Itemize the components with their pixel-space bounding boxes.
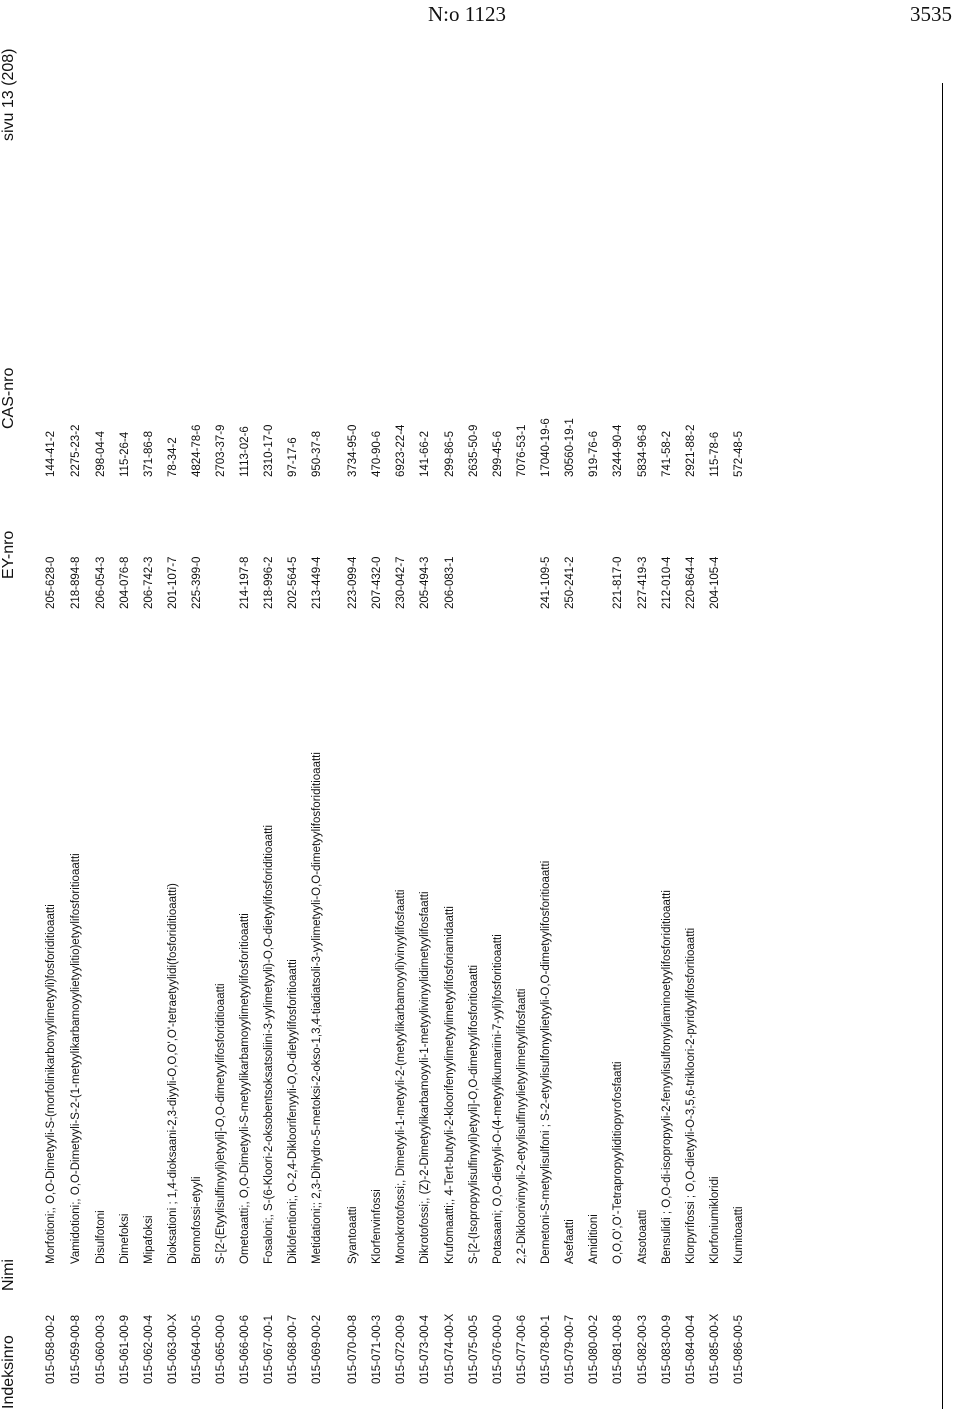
row-cas-number: 741-58-2 (661, 430, 673, 477)
row-name: Bromofossi-etyyli (191, 1176, 203, 1264)
row-cas-number: 30560-19-1 (564, 418, 576, 477)
row-name: Dimefoksi (119, 1213, 131, 1264)
row-cas-number: 97-17-6 (287, 437, 299, 477)
row-index: 015-082-00-3 (637, 1314, 649, 1384)
row-name: Fosaloni;, S-(6-Kloori-2-oksobentsoksatsoliini-3-yylimetyyli)-O,O-dietyylifosforiditioaatti (263, 824, 275, 1264)
row-cas-number: 2921-88-2 (685, 424, 697, 477)
row-index: 015-063-00-X (167, 1313, 179, 1384)
row-cas-number: 2275-23-2 (70, 424, 82, 477)
row-index: 015-061-00-9 (119, 1314, 131, 1384)
row-cas-number: 470-90-6 (371, 430, 383, 477)
row-ec-number: 207-432-0 (371, 556, 383, 609)
row-name: Atsotoaatti (637, 1209, 649, 1264)
row-name: Kumitoaatti (733, 1206, 745, 1264)
row-cas-number: 115-78-6 (709, 431, 721, 477)
row-ec-number: 230-042-7 (395, 556, 407, 609)
row-index: 015-067-00-1 (263, 1314, 275, 1384)
row-cas-number: 6923-22-4 (395, 424, 407, 477)
row-cas-number: 371-86-8 (143, 430, 155, 477)
row-index: 015-081-00-8 (612, 1314, 624, 1384)
row-index: 015-084-00-4 (685, 1314, 697, 1384)
row-index: 015-079-00-7 (564, 1314, 576, 1384)
row-index: 015-064-00-5 (191, 1314, 203, 1384)
row-name: 2,2-Dikloorivinyyli-2-etyylisulfinyylietyylimetyylifosfaatti (516, 988, 528, 1264)
row-name: O,O,O',O'-Tetrapropyyliditiopyrofosfaatti (612, 1061, 624, 1264)
row-ec-number: 202-564-5 (287, 556, 299, 609)
row-cas-number: 4824-78-6 (191, 424, 203, 477)
row-cas-number: 144-41-2 (45, 430, 57, 477)
row-name: Diklofentioni;, O-2,4-Dikloorifenyyli-O,O-dietyylifosforitioaatti (287, 959, 299, 1264)
row-cas-number: 3244-90-4 (612, 424, 624, 477)
row-ec-number: 212-010-4 (661, 556, 673, 609)
row-name: Dioksationi ; 1,4-dioksaani-2,3-diyyli-O,O,O',O'-tetraetyylidi(fosforiditioaatti) (167, 883, 179, 1264)
page-number: 3535 (910, 2, 952, 26)
row-ec-number: 204-076-8 (119, 556, 131, 609)
row-ec-number: 206-054-3 (95, 556, 107, 609)
row-cas-number: 2703-37-9 (215, 424, 227, 477)
row-name: Klorpyrifossi ; O,O-dietyyli-O-3,5,6-trikloori-2-pyridyylifosforitioaatti (685, 927, 697, 1264)
row-name: Klorfenvinfossi (371, 1189, 383, 1264)
row-index: 015-080-00-2 (588, 1314, 600, 1384)
row-name: S-[2-(Etyylisulfinyyli)etyyli]-O,O-dimetyylifosforiditioaatti (215, 983, 227, 1264)
row-ec-number: 205-494-3 (419, 556, 431, 609)
row-name: Morfotioni;, O,O-Dimetyyli-S-(morfolinikarbonyylimetyyli)fosforiditioaatti (45, 904, 57, 1264)
col-header-ec: EY-nro (0, 530, 17, 579)
row-index: 015-077-00-6 (516, 1314, 528, 1384)
row-ec-number: 221-817-0 (612, 556, 624, 609)
row-index: 015-075-00-5 (468, 1314, 480, 1384)
row-index: 015-060-00-3 (95, 1314, 107, 1384)
row-cas-number: 7076-53-1 (516, 424, 528, 477)
row-index: 015-071-00-3 (371, 1314, 383, 1384)
row-index: 015-073-00-4 (419, 1314, 431, 1384)
page-reference: sivu 13 (208) (0, 48, 17, 141)
row-name: Demetoni-S-metyylisulfoni ; S-2-etyylisulfonyylietyyli-O,O-dimetyylifosforitioaatti (540, 860, 552, 1264)
row-cas-number: 572-48-5 (733, 430, 745, 477)
row-ec-number: 205-628-0 (45, 556, 57, 609)
row-cas-number: 919-76-6 (588, 430, 600, 477)
row-name: Monokrotofossi;, Dimetyyli-1-metyyli-2-(metyylikarbamoyyli)vinyylifosfaatti (395, 889, 407, 1264)
row-cas-number: 950-37-8 (311, 430, 323, 477)
row-cas-number: 299-86-5 (444, 430, 456, 477)
issue-number: N:o 1123 (428, 2, 506, 26)
row-cas-number: 299-45-6 (492, 430, 504, 477)
row-cas-number: 17040-19-6 (540, 418, 552, 477)
row-index: 015-059-00-8 (70, 1314, 82, 1384)
row-name: S-[2-(Isopropyylisulfinyyli)etyyli]-O,O-dimetyylifosforitioaatti (468, 964, 480, 1264)
row-index: 015-076-00-0 (492, 1314, 504, 1384)
row-ec-number: 214-197-8 (239, 556, 251, 609)
row-name: Klorfoniumikloridi (709, 1176, 721, 1264)
row-ec-number: 218-894-8 (70, 556, 82, 609)
row-cas-number: 2635-50-9 (468, 424, 480, 477)
row-cas-number: 78-34-2 (167, 437, 179, 477)
row-index: 015-085-00-X (709, 1313, 721, 1384)
row-cas-number: 2310-17-0 (263, 424, 275, 477)
row-ec-number: 201-107-7 (167, 556, 179, 609)
row-index: 015-058-00-2 (45, 1314, 57, 1384)
row-index: 015-083-00-9 (661, 1314, 673, 1384)
row-name: Bensulidi ; O,O-di-isopropyyli-2-fenyylisulfonyyliaminoetyylifosforiditioaatti (661, 890, 673, 1264)
row-index: 015-070-00-8 (347, 1314, 359, 1384)
row-cas-number: 298-04-4 (95, 430, 107, 477)
row-name: Asefaatti (564, 1219, 576, 1264)
row-ec-number: 220-864-4 (685, 556, 697, 609)
row-index: 015-068-00-7 (287, 1314, 299, 1384)
row-ec-number: 223-099-4 (347, 556, 359, 609)
row-name: Dikrotofossi;, (Z)-2-Dimetyylikarbamoyyli-1-metyylivinyylidimetyylifosfaatti (419, 891, 431, 1264)
row-ec-number: 204-105-4 (709, 556, 721, 609)
col-header-name: Nimi (0, 1259, 17, 1291)
row-index: 015-078-00-1 (540, 1314, 552, 1384)
row-ec-number: 213-449-4 (311, 556, 323, 609)
row-ec-number: 218-996-2 (263, 556, 275, 609)
row-index: 015-074-00-X (444, 1313, 456, 1384)
col-header-cas: CAS-nro (0, 367, 17, 429)
row-cas-number: 115-26-4 (119, 431, 131, 477)
row-name: Syantoaatti (347, 1206, 359, 1264)
row-ec-number: 225-399-0 (191, 556, 203, 609)
row-index: 015-069-00-2 (311, 1314, 323, 1384)
row-index: 015-072-00-9 (395, 1314, 407, 1384)
row-cas-number: 141-66-2 (419, 430, 431, 477)
row-ec-number: 227-419-3 (637, 556, 649, 609)
row-ec-number: 250-241-2 (564, 556, 576, 609)
row-name: Krufomaatti;, 4-Tert-butyyli-2-kloorifenyylimetyylimetyylifosforiamidaatti (444, 906, 456, 1264)
row-name: Ometoaatti;, O,O-Dimetyyli-S-metyylikarbamoyylimetyylifosforitioaatti (239, 913, 251, 1264)
row-ec-number: 241-109-5 (540, 556, 552, 609)
row-cas-number: 5834-96-8 (637, 424, 649, 477)
row-ec-number: 206-742-3 (143, 556, 155, 609)
row-name: Amiditioni (588, 1214, 600, 1264)
row-cas-number: 3734-95-0 (347, 424, 359, 477)
row-index: 015-065-00-0 (215, 1314, 227, 1384)
row-cas-number: 1113-02-6 (239, 426, 251, 477)
row-ec-number: 206-083-1 (444, 556, 456, 609)
header-rule (942, 83, 943, 1409)
row-index: 015-086-00-5 (733, 1314, 745, 1384)
row-name: Potasaani; O,O-dietyyli-O-(4-metyylikumariini-7-yyli)fosforitioaatti (492, 934, 504, 1264)
row-name: Metidationi;; 2,3-Dihydro-5-metoksi-2-okso-1,3,4-tiadiatsoli-3-yylimetyyli-O,O-dimetyylifosforiditioaatti (311, 752, 323, 1264)
row-name: Disulfotoni (95, 1210, 107, 1264)
row-index: 015-062-00-4 (143, 1314, 155, 1384)
col-header-index: Indeksinro (0, 1335, 17, 1409)
row-name: Mipafoksi (143, 1215, 155, 1264)
row-index: 015-066-00-6 (239, 1314, 251, 1384)
row-name: Vamidotioni;, O,O-Dimetyyli-S-2-(1-metyylikarbamoyylietyylitio)etyylifosforitioaatti (70, 853, 82, 1264)
